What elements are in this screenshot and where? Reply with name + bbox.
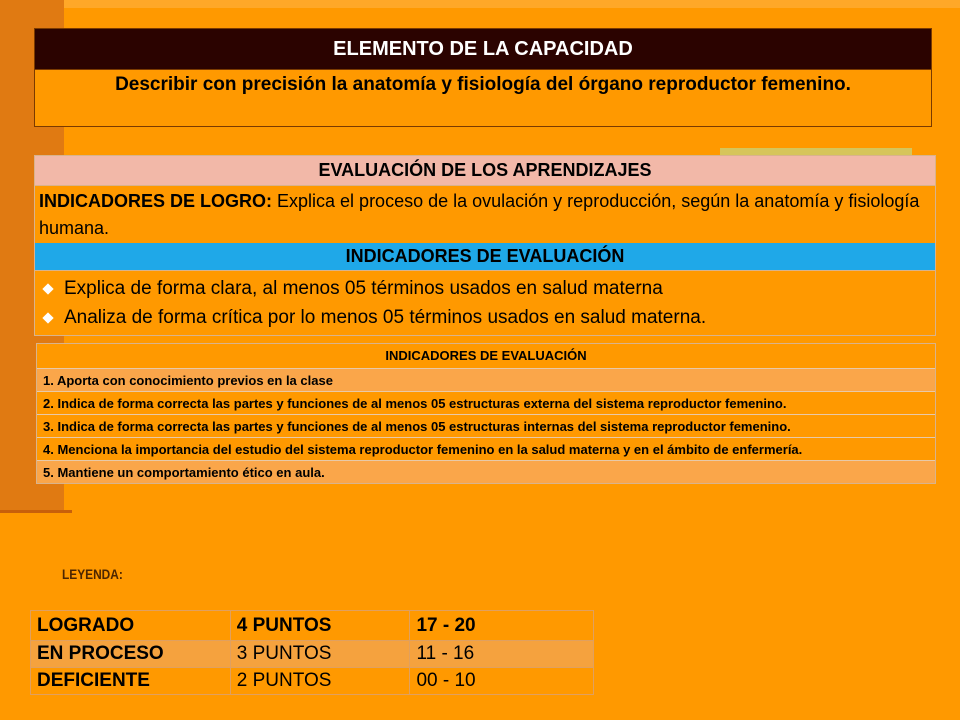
legend-level: EN PROCESO	[31, 641, 231, 668]
indicator-item	[39, 303, 935, 332]
legend-range: 11 - 16	[410, 641, 594, 668]
capacity-description: Describir con precisión la anatomía y fisiología del órgano reproductor femenino.	[35, 70, 931, 126]
legend-level: DEFICIENTE	[31, 668, 231, 695]
indicator-item	[39, 274, 935, 303]
indicators-table-row: 2. Indica de forma correcta las partes y funciones de al menos 05 estructuras externa del sistema reproductor femenino.	[37, 392, 935, 415]
indicators-header: INDICADORES DE EVALUACIÓN	[35, 243, 935, 270]
indicators-table-title: INDICADORES DE EVALUACIÓN	[37, 344, 935, 369]
indicators-table-row: 3. Indica de forma correcta las partes y funciones de al menos 05 estructuras internas del sistema reproductor femenino.	[37, 415, 935, 438]
legend-table	[30, 610, 594, 695]
diamond-bullet-icon	[42, 283, 53, 294]
logro-label: INDICADORES DE LOGRO:	[39, 191, 273, 211]
capacity-table	[34, 28, 932, 127]
legend-row	[31, 668, 594, 695]
evaluation-header: EVALUACIÓN DE LOS APRENDIZAJES	[35, 156, 935, 185]
legend-row	[31, 641, 594, 668]
indicators-table-row: 1. Aporta con conocimiento previos en la clase	[37, 369, 935, 392]
capacity-header: ELEMENTO DE LA CAPACIDAD	[35, 29, 931, 70]
indicators-table	[36, 343, 936, 484]
legend-points: 4 PUNTOS	[230, 611, 410, 641]
legend-range: 00 - 10	[410, 668, 594, 695]
indicators-table-row: 4. Menciona la importancia del estudio del sistema reproductor femenino en la salud materna y en el ámbito de enfermería.	[37, 438, 935, 461]
legend-points: 3 PUNTOS	[230, 641, 410, 668]
legend-level: LOGRADO	[31, 611, 231, 641]
legend-label: LEYENDA:	[62, 566, 123, 582]
logro-indicator	[35, 185, 935, 243]
legend-range: 17 - 20	[410, 611, 594, 641]
indicator-item-text: Analiza de forma crítica por lo menos 05 términos usados en salud materna.	[64, 306, 707, 328]
indicators-list	[35, 270, 935, 335]
indicators-table-row: 5. Mantiene un comportamiento ético en aula.	[37, 461, 935, 483]
legend-points: 2 PUNTOS	[230, 668, 410, 695]
logro-text: Explica el proceso de la ovulación y reproducción, según la anatomía y fisiología humana.	[39, 191, 920, 238]
indicator-item-text: Explica de forma clara, al menos 05 términos usados en salud materna	[64, 277, 663, 299]
evaluation-table	[34, 155, 936, 336]
legend-row	[31, 611, 594, 641]
left-decor-line	[0, 510, 72, 513]
top-decor-band	[64, 0, 960, 8]
diamond-bullet-icon	[42, 312, 53, 323]
